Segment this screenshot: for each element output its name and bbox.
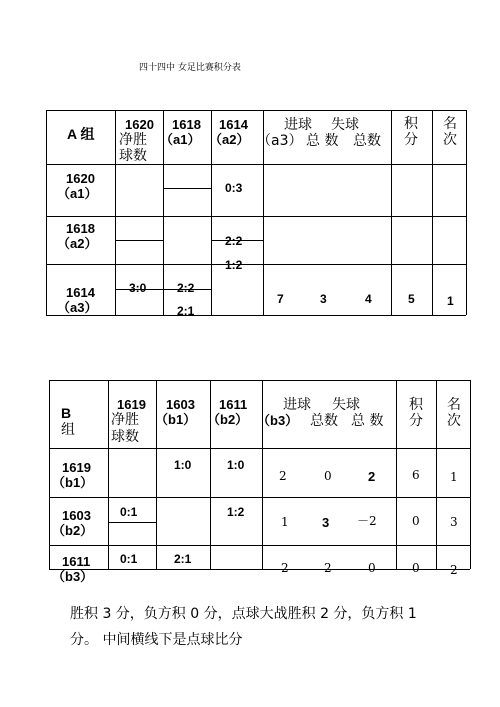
- table-b-goals-for: 2: [279, 469, 287, 483]
- table-b-rank: 1: [450, 470, 458, 484]
- table-b-row-line: [49, 448, 470, 449]
- table-b-header-goals-for: 进球: [283, 397, 311, 413]
- table-b-border-bottom: [49, 569, 470, 570]
- table-b-goals-for: 1: [281, 515, 289, 529]
- table-a-score: 2:1: [177, 304, 195, 318]
- table-b-team-1619: 1619: [62, 460, 91, 475]
- table-a-header-points-2: 分: [404, 132, 418, 148]
- table-a-team-1618: 1618: [66, 221, 95, 236]
- table-a-team-a3: （a3）: [57, 300, 98, 315]
- table-b-rank: 2: [450, 563, 458, 577]
- table-b-col-line: [156, 380, 157, 569]
- table-a-score: 2:2: [225, 234, 243, 248]
- table-a-total: 4: [365, 292, 372, 306]
- table-b-score: 1:0: [174, 458, 192, 472]
- table-a-header-goals-for: 进球: [284, 117, 312, 133]
- table-a-row-line: [46, 264, 466, 265]
- table-b-corner-word: 组: [61, 422, 75, 438]
- table-a-score: 2:2: [177, 281, 195, 295]
- table-b-col-line: [108, 380, 109, 569]
- table-b-score: 1:2: [227, 505, 245, 519]
- table-b-header-c1-l2: 球数: [111, 429, 139, 445]
- table-b-header-points-1: 积: [409, 397, 423, 413]
- table-b-col-line: [396, 380, 397, 569]
- table-b-goals-for: 2: [281, 561, 289, 575]
- table-b-col-line: [470, 380, 471, 569]
- table-a-team-a1: （a1）: [57, 186, 98, 201]
- table-b-team-b1: （b1）: [52, 475, 94, 490]
- table-b-goals-against: 3: [322, 515, 330, 530]
- table-a-score: 3:0: [129, 281, 147, 295]
- table-a-border-top: [46, 110, 466, 111]
- table-b-team-1603: 1603: [62, 508, 91, 523]
- table-a-header-a3: （a3）: [257, 133, 303, 149]
- table-a-col-line: [46, 110, 47, 315]
- table-a-team-1614: 1614: [66, 285, 95, 300]
- table-b-col-line: [436, 380, 437, 569]
- table-b-header-rank-1: 名: [447, 397, 461, 413]
- table-b-header-total2: 总 数: [351, 413, 384, 429]
- table-a-col-line: [115, 110, 116, 315]
- table-a-col-line: [432, 110, 433, 315]
- table-a-header-goals-against: 失球: [331, 117, 359, 133]
- table-b-score: 0:1: [120, 505, 138, 519]
- table-b-team-1611: 1611: [62, 554, 91, 569]
- table-a-header-c1-num: 1620: [125, 117, 154, 132]
- table-b-header-rank-2: 次: [447, 413, 461, 429]
- table-a-score: 0:3: [225, 181, 243, 195]
- table-a-header-rank-1: 名: [443, 116, 457, 132]
- scoring-note-line-2: 分。 中间横线下是点球比分: [70, 632, 243, 648]
- table-a-header-c3-num: 1614: [219, 117, 248, 132]
- table-a-header-total1: 总 数: [306, 133, 339, 149]
- table-b-corner-letter: B: [61, 405, 72, 421]
- table-a-rank: 1: [447, 294, 454, 308]
- table-b-header-c2-num: 1603: [166, 397, 195, 412]
- table-a-header-points-1: 积: [404, 116, 418, 132]
- table-a-col-line: [466, 110, 467, 315]
- table-b-score: 1:0: [227, 458, 245, 472]
- table-b-border-top: [49, 380, 470, 381]
- table-b-row-line: [49, 545, 470, 546]
- table-a-row-line: [46, 164, 466, 165]
- table-a-corner-label: A 组: [67, 126, 95, 142]
- table-a-border-bottom: [46, 315, 466, 316]
- table-b-points: 0: [412, 561, 420, 575]
- table-a-row-line: [46, 216, 466, 217]
- table-b-header-total1: 总数: [310, 413, 338, 429]
- table-b-col-line: [210, 380, 211, 569]
- table-a-score: 1:2: [225, 258, 243, 272]
- table-a-team-a2: （a2）: [57, 236, 98, 251]
- table-a-col-line: [391, 110, 392, 315]
- table-b-col-line: [262, 380, 263, 569]
- table-b-halfline: [108, 522, 156, 523]
- table-b-points: 6: [412, 468, 420, 482]
- table-b-header-points-2: 分: [409, 413, 423, 429]
- table-a-halfline: [163, 188, 211, 189]
- table-b-header-c1-num: 1619: [117, 397, 146, 412]
- table-b-score: 0:1: [120, 552, 138, 566]
- table-a-header-c1-l1: 净胜: [119, 132, 147, 148]
- table-a-header-c3-sub: （a2）: [209, 132, 250, 147]
- table-b-goals-against: 0: [324, 469, 332, 483]
- table-b-row-line: [49, 497, 470, 498]
- scoring-note-line-1: 胜积 3 分，负方积 0 分，点球大战胜积 2 分，负方积 1: [70, 606, 417, 622]
- table-b-goals-against: 2: [324, 561, 332, 575]
- table-a-header-c2-sub: （a1）: [160, 132, 201, 147]
- table-a-header-total2: 总数: [353, 133, 381, 149]
- table-b-header-c3-sub: （b2）: [207, 412, 249, 427]
- table-b-total: 0: [368, 561, 376, 575]
- table-b-header-c1-l1: 净胜: [111, 412, 139, 428]
- table-b-points: 0: [412, 514, 420, 528]
- table-b-header-c2-sub: （b1）: [155, 412, 197, 427]
- table-b-team-b2: （b2）: [52, 523, 94, 538]
- table-a-team-1620: 1620: [66, 171, 95, 186]
- table-a-header-rank-2: 次: [443, 132, 457, 148]
- table-a-header-c1-l2: 球数: [119, 148, 147, 164]
- table-b-total: 2: [368, 469, 376, 484]
- table-b-score: 2:1: [174, 552, 192, 566]
- table-b-header-goals-against: 失球: [332, 397, 360, 413]
- page-title: 四十四中 女足比赛积分表: [139, 63, 241, 73]
- table-a-goals-for: 7: [277, 292, 284, 306]
- table-b-header-b3: （b3）: [257, 413, 299, 428]
- table-a-points: 5: [408, 292, 415, 306]
- table-a-halfline: [115, 240, 163, 241]
- table-b-total: －2: [357, 514, 377, 528]
- table-b-col-line: [49, 380, 50, 569]
- table-b-header-c3-num: 1611: [219, 397, 248, 412]
- table-b-rank: 3: [450, 515, 458, 529]
- table-a-header-c2-num: 1618: [172, 117, 201, 132]
- table-b-team-b3: （b3）: [52, 569, 94, 584]
- table-a-goals-against: 3: [320, 292, 327, 306]
